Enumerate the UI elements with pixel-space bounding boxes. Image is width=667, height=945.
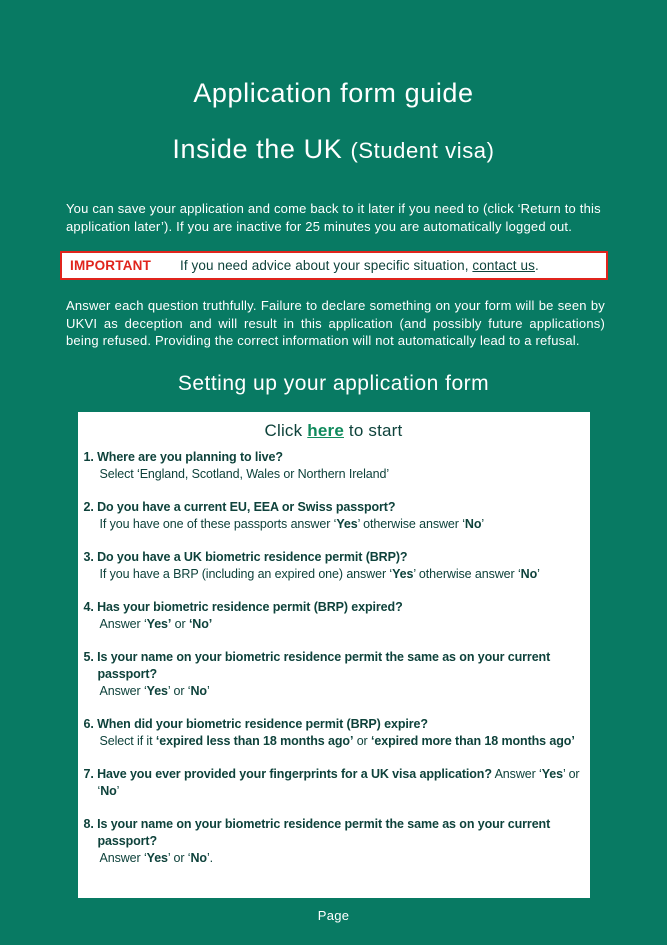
question-item-8 bbox=[84, 816, 584, 867]
question-item-3 bbox=[84, 549, 584, 583]
text-segment: ’. bbox=[206, 850, 213, 865]
answer-line bbox=[98, 566, 584, 583]
question-line bbox=[83, 716, 584, 733]
warning-paragraph: Answer each question truthfully. Failure to declare something on your form will be seen by UKVI as deception and will result in this application (and possibly future applications) being refused. Providing the correct information will not automatically lead to a refusal. bbox=[66, 298, 605, 348]
text-segment: 5. Is your name on your biometric residence permit the same as on your current passport? bbox=[83, 649, 551, 681]
text-segment: No bbox=[520, 566, 538, 581]
answer-line bbox=[98, 850, 584, 867]
text-segment: or bbox=[171, 616, 189, 631]
important-label: IMPORTANT bbox=[70, 258, 152, 273]
subtitle-note: (Student visa) bbox=[350, 138, 495, 163]
text-segment: Yes bbox=[336, 516, 358, 531]
answer-line bbox=[98, 683, 584, 700]
text-segment: Answer ‘ bbox=[99, 850, 147, 865]
text-segment: Answer ‘ bbox=[99, 683, 147, 698]
click-to-start-line bbox=[84, 421, 584, 441]
question-item-6 bbox=[84, 716, 584, 750]
text-segment: 8. Is your name on your biometric residence permit the same as on your current passport? bbox=[83, 816, 551, 848]
text-segment: 1. Where are you planning to live? bbox=[83, 449, 283, 464]
intro-paragraph: You can save your application and come back to it later if you need to (click ‘Return to this application later’). If you are inactive for 25 minutes you are automatically logged out. bbox=[66, 201, 601, 234]
question-line bbox=[83, 816, 584, 850]
question-item-7 bbox=[84, 766, 584, 800]
answer-line bbox=[98, 466, 584, 483]
click-here-start-link[interactable]: here bbox=[307, 420, 344, 440]
important-callout bbox=[60, 251, 608, 280]
page-title: Application form guide bbox=[193, 78, 474, 108]
text-segment: No bbox=[190, 683, 207, 698]
text-segment: ’ bbox=[206, 683, 210, 698]
question-item-1 bbox=[84, 449, 584, 483]
text-segment: Yes bbox=[541, 766, 563, 781]
question-line bbox=[83, 599, 584, 616]
answer-line bbox=[98, 516, 584, 533]
question-item-2 bbox=[84, 499, 584, 533]
text-segment: ’ or ‘ bbox=[167, 850, 191, 865]
text-segment: If you need advice about your specific situation, bbox=[180, 258, 473, 273]
text-segment: No bbox=[464, 516, 482, 531]
text-segment: ’ bbox=[481, 516, 485, 531]
text-segment: ’ bbox=[537, 566, 540, 581]
text-segment: Answer ‘ bbox=[99, 616, 147, 631]
text-segment: Click bbox=[264, 420, 308, 440]
question-line bbox=[83, 766, 584, 800]
text-segment: ’ otherwise answer ‘ bbox=[413, 566, 521, 581]
text-segment: . bbox=[534, 258, 539, 273]
text-segment: 2. Do you have a current EU, EEA or Swiss passport? bbox=[83, 499, 396, 514]
text-segment: ’ or ‘ bbox=[167, 683, 191, 698]
text-segment: No bbox=[100, 783, 117, 798]
question-item-5 bbox=[84, 649, 584, 700]
subtitle-main: Inside the UK bbox=[172, 134, 343, 164]
question-line bbox=[83, 549, 584, 566]
text-segment: ‘No’ bbox=[188, 616, 213, 631]
contact-us-link[interactable]: contact us bbox=[472, 258, 535, 273]
answer-line bbox=[98, 616, 584, 633]
text-segment: or bbox=[353, 733, 371, 748]
page-footer-label: Page bbox=[317, 907, 350, 923]
text-segment: Yes bbox=[146, 850, 168, 865]
text-segment: Select ‘England, Scotland, Wales or Northern Ireland’ bbox=[99, 466, 390, 481]
important-text bbox=[180, 258, 539, 273]
question-line bbox=[83, 449, 584, 466]
answer-line bbox=[98, 733, 584, 750]
text-segment: If you have one of these passports answer ‘ bbox=[99, 516, 337, 531]
page-subtitle bbox=[0, 134, 667, 166]
question-line bbox=[83, 649, 584, 683]
text-segment: Answer ‘ bbox=[491, 766, 542, 781]
question-line bbox=[83, 499, 584, 516]
text-segment: ‘expired more than 18 months ago’ bbox=[371, 733, 575, 748]
text-segment: Yes’ bbox=[146, 616, 172, 631]
text-segment: No bbox=[190, 850, 207, 865]
text-segment: ’ bbox=[116, 783, 120, 798]
section-title: Setting up your application form bbox=[177, 371, 490, 395]
text-segment: 3. Do you have a UK biometric residence permit (BRP)? bbox=[83, 549, 408, 564]
text-segment: Yes bbox=[392, 566, 414, 581]
questions-panel bbox=[78, 412, 590, 898]
text-segment: Select if it bbox=[99, 733, 156, 748]
text-segment: to start bbox=[343, 420, 403, 440]
text-segment: Yes bbox=[146, 683, 168, 698]
text-segment: 6. When did your biometric residence permit (BRP) expire? bbox=[83, 716, 428, 731]
text-segment: ’ or ‘ bbox=[97, 766, 580, 798]
text-segment: ’ otherwise answer ‘ bbox=[357, 516, 465, 531]
text-segment: ‘expired less than 18 months ago’ bbox=[155, 733, 354, 748]
text-segment: If you have a BRP (including an expired one) answer ‘ bbox=[99, 566, 393, 581]
text-segment: 7. Have you ever provided your fingerprints for a UK visa application? bbox=[83, 766, 492, 781]
question-item-4 bbox=[84, 599, 584, 633]
text-segment: 4. Has your biometric residence permit (BRP) expired? bbox=[83, 599, 403, 614]
